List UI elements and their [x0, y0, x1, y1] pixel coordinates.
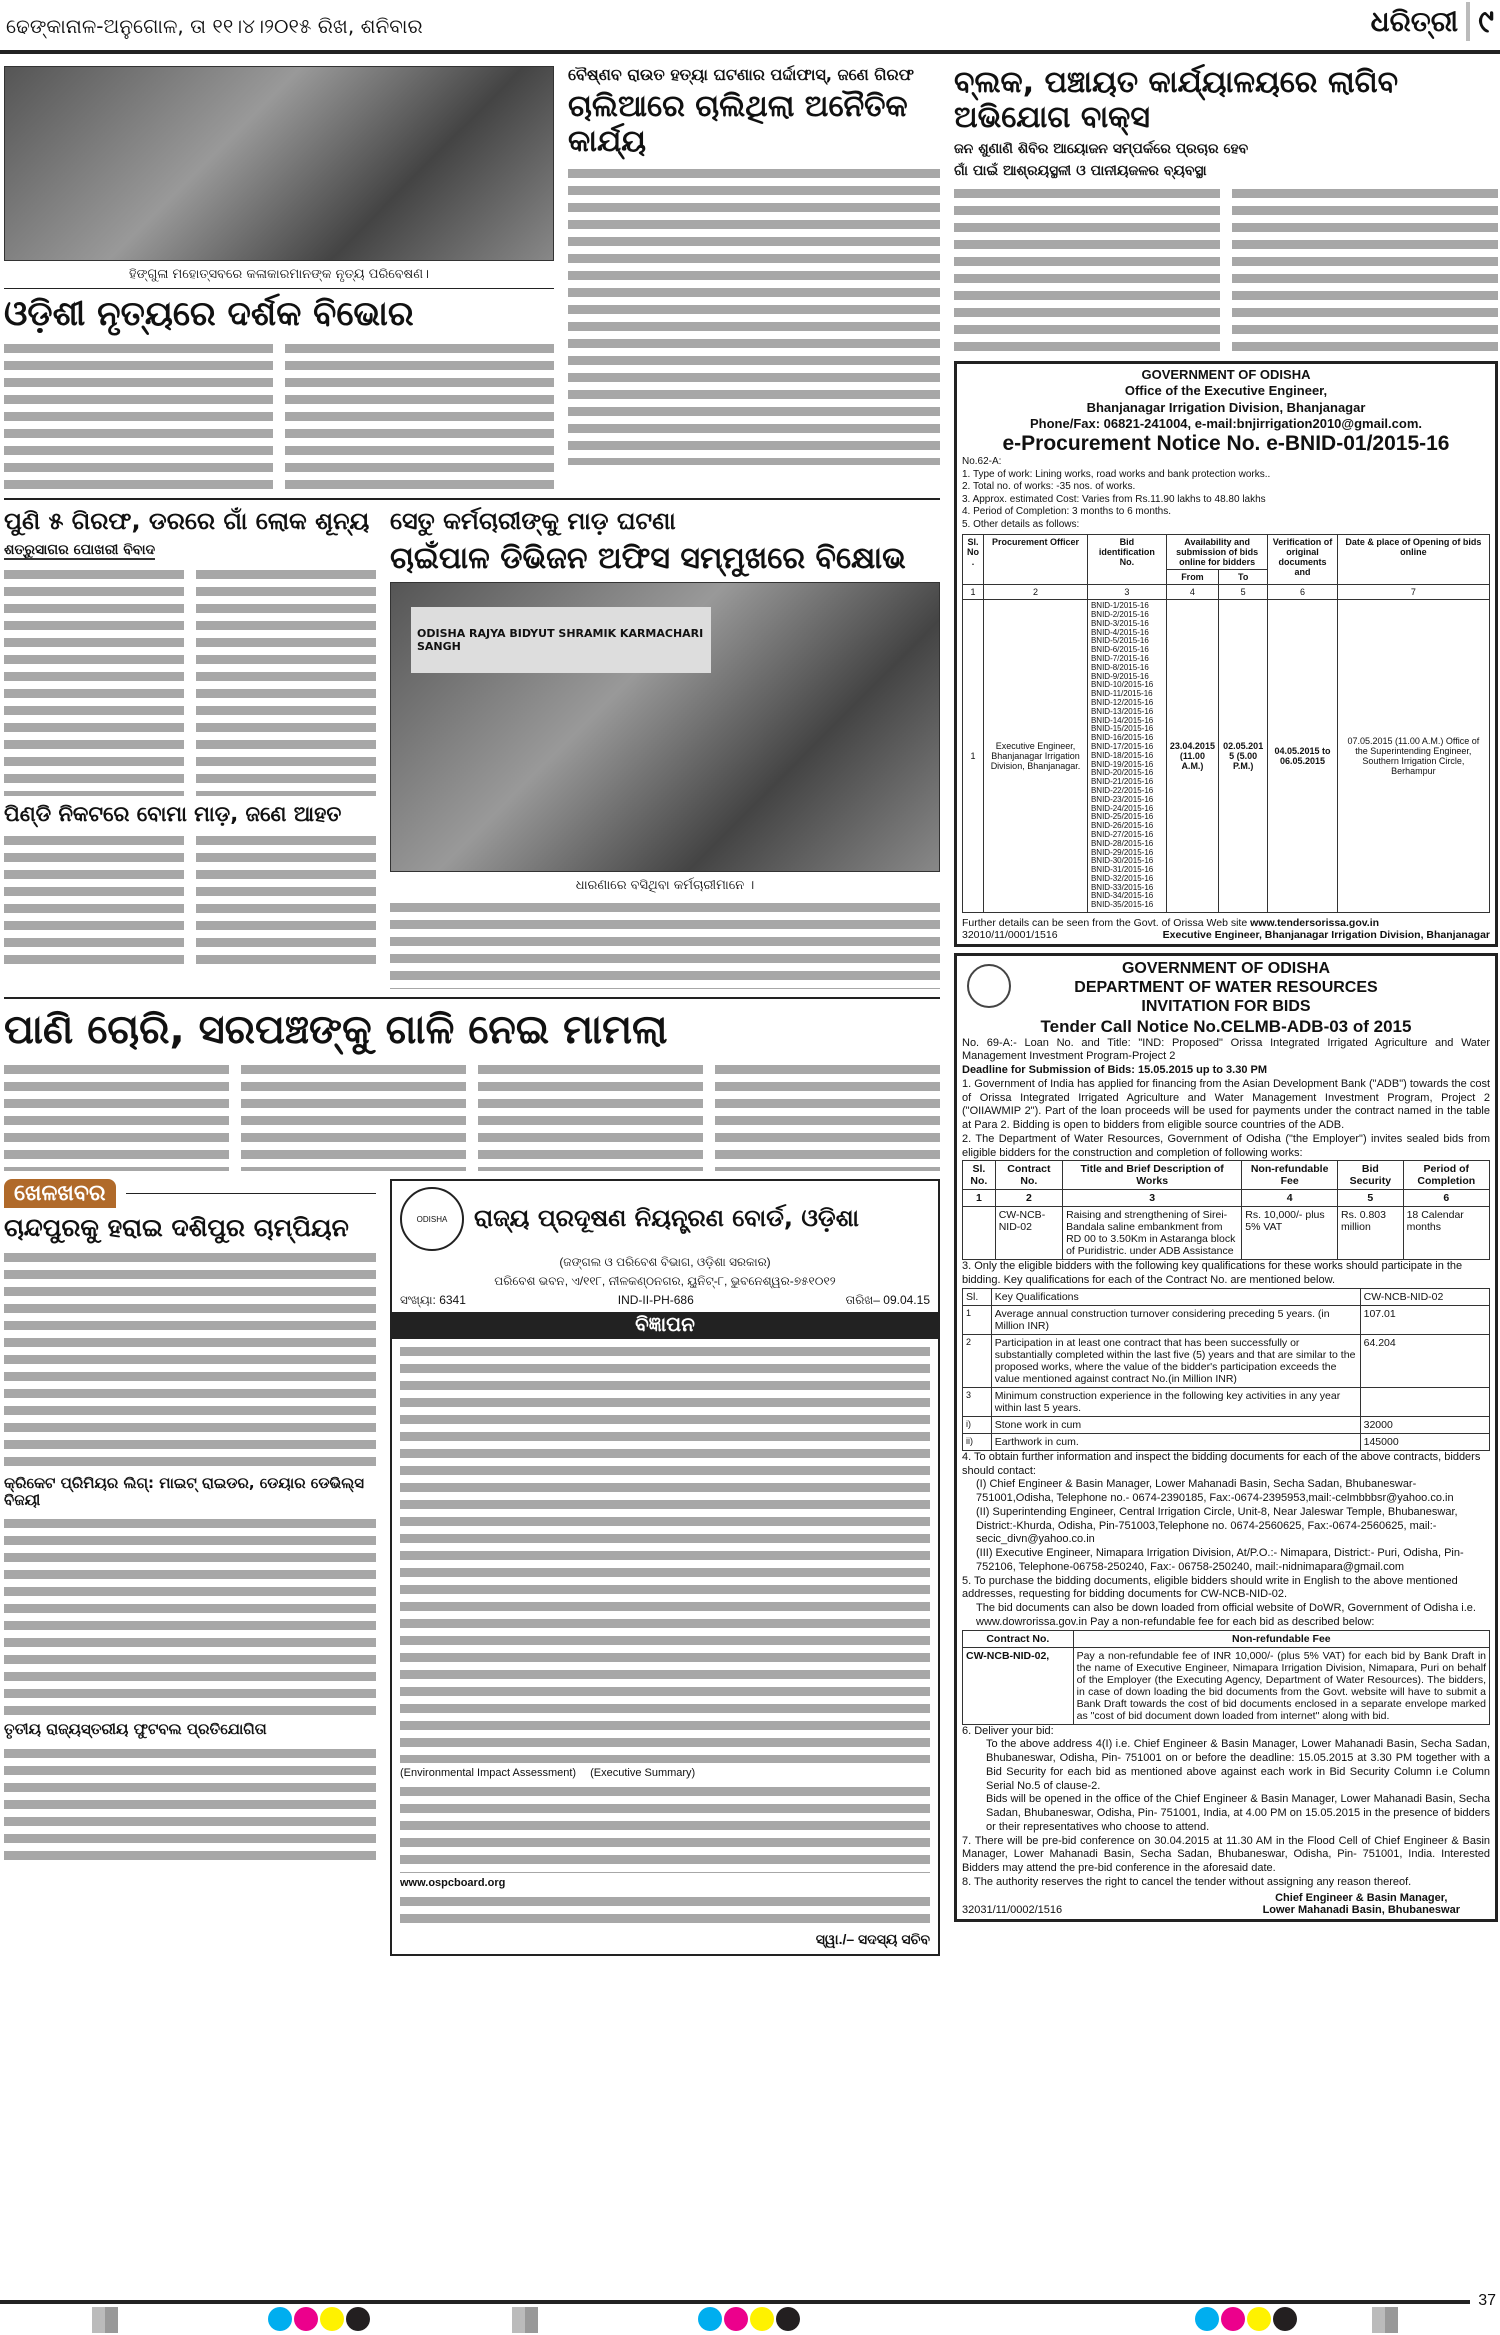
bid-id: BNID-12/2015-16 [1090, 697, 1154, 707]
bid-id: BNID-14/2015-16 [1090, 715, 1154, 725]
t1-point: 3. Approx. estimated Cost: Varies from Rs.11.90 lakhs to 48.80 lakhs [962, 493, 1266, 505]
block-body [954, 185, 1498, 355]
divider [4, 997, 940, 999]
cell: 23.04.2015 (11.00 A.M.) [1166, 600, 1218, 913]
t1-gov: GOVERNMENT OF ODISHA [1141, 367, 1311, 383]
th: Non-refundable Fee [1073, 1630, 1489, 1647]
t2-dept: DEPARTMENT OF WATER RESOURCES [1074, 979, 1378, 997]
chalia-headline: ଚାଲିଆରେ ଚାଲିଥିଲା ଅନୈତିକ କାର୍ଯ୍ୟ [568, 89, 908, 159]
cell: 04.05.2015 to 06.05.2015 [1268, 600, 1337, 913]
column-number: 7 [1337, 585, 1489, 600]
t2-contact: (III) Executive Engineer, Nimapara Irrigation Division, At/P.O.:- Nimapara, District:- Puri, Odisha, Pin-752106, Telephone-06758-250240, Fax:- 06758-250240, mail:-nidnimapara@gmail.com [976, 1547, 1464, 1573]
t1-code: 32010/11/0001/1516 [962, 929, 1058, 942]
bid-id: BNID-26/2015-16 [1090, 821, 1154, 831]
bid-id: BNID-24/2015-16 [1090, 803, 1154, 813]
puni-headline: ପୁଣି ୫ ଗିରଫ, ଡରରେ ଗାଁ ଲୋକ ଶୂନ୍ୟ [4, 507, 370, 536]
bid-id: BNID-28/2015-16 [1090, 838, 1154, 848]
th: Availability and submission of bids online for bidders [1166, 535, 1268, 570]
t2-para: 1. Government of India has applied for financing from the Asian Development Bank ("ADB") towards the cost of Orissa Integrated Irrigated Agriculture and Water Management Investment Program, Project 2 ("OIIAWMIP 2"). Part of the loan proceeds will be used for payments under the contract named in the table at Para 2. Bidding is open to bidders from eligible source countries of the ADB. [962, 1077, 1490, 1132]
t1-website[interactable]: www.tendersorissa.gov.in [1250, 917, 1380, 930]
t2-works-table [962, 1160, 1490, 1260]
t2-para: 5. To purchase the bidding documents, eligible bidders should write in English to the above mentioned addresses, requesting for bidding documents for CW-NCB-NID-02. [962, 1574, 1458, 1601]
th: Contract No. [963, 1630, 1074, 1647]
bid-id: BNID-21/2015-16 [1090, 777, 1154, 787]
bid-id: BNID-5/2015-16 [1090, 636, 1149, 646]
t2-title: Tender Call Notice No.CELMB-ADB-03 of 2015 [1040, 1016, 1412, 1036]
cell: Participation in at least one contract that has been successfully or substantially completed within the last five (5) years and that are similar to the proposed works, where the value of the bidder's participation exceeds the value mentioned against contract No.(in Million INR) [991, 1334, 1360, 1387]
right-column [954, 66, 1498, 1922]
sports-subhead: ତୃତୀୟ ରାଜ୍ୟସ୍ତରୀୟ ଫୁଟବଲ ପ୍ରତିଯୋଗିତା [4, 1720, 267, 1739]
bid-id: BNID-19/2015-16 [1090, 759, 1154, 769]
table-row [963, 1207, 1490, 1260]
t2-fee-table [962, 1630, 1490, 1725]
pindi-headline: ପିଣ୍ଡି ନିକଟରେ ବୋମା ମାଡ଼, ଜଣେ ଆହତ [4, 801, 342, 826]
footer-rule [0, 2300, 1470, 2304]
cell: 07.05.2015 (11.00 A.M.) Office of the Superintending Engineer, Southern Irrigation Circle, Berhampur [1337, 600, 1489, 913]
bid-id: BNID-6/2015-16 [1090, 645, 1149, 655]
pindi-body [4, 832, 376, 972]
chalia-kicker: ବୈଷ୍ଣବ ରାଉତ ହତ୍ୟା ଘଟଣାର ପର୍ଦ୍ଦାଫାସ୍, ଜଣେ ଗିରଫ [568, 65, 915, 84]
cell: Rs. 0.803 million [1338, 1207, 1404, 1260]
t2-para: The bid documents can also be down loaded from official website of DoWR, Government of Odisha i.e. www.dowrorissa.gov.in Pay a non-refundable fee for each bid as described below: [976, 1602, 1476, 1628]
t2-gov: GOVERNMENT OF ODISHA [1121, 960, 1330, 978]
pani-headline: ପାଣି ଚୋରି, ସରପଞ୍ଚଙ୍କୁ ଗାଳି ନେଇ ମାମଲା [4, 1007, 668, 1054]
bid-id: BNID-4/2015-16 [1090, 627, 1149, 637]
setu-caption: ଧାରଣାରେ ବସିଥିବା କର୍ମଚାରୀମାନେ । [575, 878, 755, 894]
table-row [963, 1416, 1490, 1433]
block-headline: ବ୍ଲକ, ପଞ୍ଚାୟତ କାର୍ଯ୍ୟାଳୟରେ ଲାଗିବ ଅଭିଯୋଗ ବାକ୍ସ [954, 65, 1399, 135]
chalia-body [568, 165, 940, 465]
table-row [963, 1433, 1490, 1450]
bid-id: BNID-30/2015-16 [1090, 856, 1154, 866]
chalia-story [568, 66, 940, 465]
cell: 107.01 [1360, 1305, 1489, 1334]
t2-sign: Chief Engineer & Basin Manager, [1275, 1891, 1448, 1904]
third-band [4, 1179, 940, 1956]
bid-id: BNID-22/2015-16 [1090, 785, 1154, 795]
t2-para: 7. There will be pre-bid conference on 30.04.2015 at 11.30 AM in the Flood Cell of Chief Engineer & Basin Manager, Lower Mahanadi Basin, Secha Sadan, Bhubaneswar, Odisha, Pin- 751001, India. Interested Bidders may attend the pre-bid conference in the aforesaid date. [962, 1834, 1490, 1875]
t1-title: e-Procurement Notice No. e-BNID-01/2015-16 [1002, 432, 1450, 456]
setu-story [390, 508, 940, 989]
color-registration-dots [698, 2307, 802, 2335]
odissi-story [4, 66, 554, 490]
th: Period of Completion [1403, 1161, 1489, 1190]
bid-id: BNID-27/2015-16 [1090, 829, 1154, 839]
pani-body [4, 1061, 940, 1171]
t2-para: 6. Deliver your bid: [962, 1724, 1054, 1737]
bid-id: BNID-33/2015-16 [1090, 882, 1154, 892]
bid-id: BNID-8/2015-16 [1090, 662, 1149, 672]
bid-id: BNID-2/2015-16 [1090, 609, 1149, 619]
cell: Rs. 10,000/- plus 5% VAT [1242, 1207, 1338, 1260]
t1-no: No.62-A: [962, 456, 1002, 468]
newspaper-logo: ଧରିତ୍ରୀ [1370, 4, 1459, 38]
bid-id: BNID-15/2015-16 [1090, 724, 1154, 734]
pcb-ref: IND-II-PH-686 [617, 1293, 694, 1308]
bid-id: BNID-25/2015-16 [1090, 812, 1154, 822]
protest-photo [390, 582, 940, 872]
divider [126, 1193, 377, 1194]
dateline: ଢେଙ୍କାନାଳ-ଅନୁଗୋଳ, ତା ୧୧।୪।୨୦୧୫ ରିଖ, ଶନିବାର [6, 14, 423, 38]
pcb-eia: (Environmental Impact Assessment) [400, 1767, 577, 1780]
bid-id: BNID-1/2015-16 [1090, 601, 1149, 611]
t1-point: 1. Type of work: Lining works, road works and bank protection works.. [962, 468, 1271, 480]
bid-id: BNID-17/2015-16 [1090, 741, 1154, 751]
column-number: 4 [1242, 1190, 1338, 1207]
t2-sign: Lower Mahanadi Basin, Bhubaneswar [1262, 1903, 1460, 1916]
cell: Pay a non-refundable fee of INR 10,000/- (plus 5% VAT) for each bid by Bank Draft in the name of Executive Engineer, Nimapara Irrigation Division, Nimapara, Puri on behalf of the Employer (the Executing Agency, Department of Water Resources). The bidders, in case of down loading the bid documents from the Govt. website will have to submit a Bank Draft towards the cost of bid documents enclosed in a separate envelope marked as "cost of bid document down loaded from internet" along with bid. [1073, 1647, 1489, 1724]
bid-id: BNID-10/2015-16 [1090, 680, 1154, 690]
pcb-subtitle: (ଜଙ୍ଗଲ ଓ ପରିବେଶ ବିଭାଗ, ଓଡ଼ିଶା ସରକାର) [559, 1255, 771, 1270]
table-row [963, 1305, 1490, 1334]
bid-id: BNID-23/2015-16 [1090, 794, 1154, 804]
column-number: 5 [1338, 1190, 1404, 1207]
odissi-headline: ଓଡ଼ିଶୀ ନୃତ୍ୟରେ ଦର୍ଶକ ବିଭୋର [4, 294, 414, 334]
divider [4, 498, 940, 500]
bid-id-list [1087, 600, 1166, 913]
setu-body [390, 899, 940, 989]
th: Sl. [963, 1288, 992, 1305]
t1-point: 4. Period of Completion: 3 months to 6 months. [962, 506, 1171, 518]
column-number: 6 [1403, 1190, 1489, 1207]
cell: 32000 [1360, 1416, 1489, 1433]
t2-qualifications-table [962, 1288, 1490, 1451]
column-number: 5 [1218, 585, 1267, 600]
table-row [963, 1334, 1490, 1387]
sports-body [4, 1249, 376, 1469]
th: CW-NCB-NID-02 [1360, 1288, 1489, 1305]
th: Verification of original documents and [1268, 535, 1337, 585]
cell: 02.05.2015 (5.00 P.M.) [1218, 600, 1267, 913]
column-number: 2 [995, 1190, 1062, 1207]
t1-division: Bhanjanagar Irrigation Division, Bhanjanagar [1086, 399, 1366, 415]
sports-body [4, 1745, 376, 1865]
sports-section-tab: ଖେଳଖବର [4, 1179, 116, 1208]
pcb-advertisement [390, 1179, 940, 1956]
t1-table [962, 534, 1490, 913]
bid-id: BNID-11/2015-16 [1090, 689, 1153, 699]
th: Non-refundable Fee [1242, 1161, 1338, 1190]
th: Sl. No. [963, 1161, 996, 1190]
table-row [963, 600, 1490, 913]
t2-deliver: Bids will be opened in the office of the Chief Engineer & Basin Manager, Lower Mahanadi Basin, Secha Sadan, Bhubaneswar, Odisha, Pin- 751001, India, at 4.00 PM on 15.05.2015 in the presence of bidders or their representatives who choose to attend. [986, 1793, 1490, 1833]
tender-notice-water-resources [954, 953, 1498, 1922]
table-row [963, 1387, 1490, 1416]
bid-id: BNID-35/2015-16 [1090, 900, 1154, 910]
t1-further: Further details can be seen from the Govt. of Orissa Web site [962, 917, 1251, 930]
bid-id: BNID-29/2015-16 [1090, 847, 1154, 857]
setu-headline: ଚାଇଁପାଳ ଡିଭିଜନ ଅଫିସ ସମ୍ମୁଖରେ ବିକ୍ଷୋଭ [390, 540, 906, 576]
block-bullet: ଜନ ଶୁଣାଣି ଶିବିର ଆୟୋଜନ ସମ୍ପର୍କରେ ପ୍ରଚାର ହେବ [954, 141, 1249, 157]
photo-caption: ହିଙ୍ଗୁଳା ମହୋତ୍ସବରେ କଳାକାରମାନଙ୍କ ନୃତ୍ୟ ପରିବେଷଣ। [129, 267, 429, 282]
pcb-body [400, 1343, 930, 1763]
column-number: 6 [1268, 585, 1337, 600]
color-registration-dots [1195, 2307, 1299, 2335]
registration-mark [92, 2307, 118, 2333]
pcb-address: ପରିବେଶ ଭବନ, ଏ/୧୧୮, ନୀଳକଣ୍ଠନଗର, ୟୁନିଟ୍-୮, ଭୁବନେଶ୍ୱର-୭୫୧୦୧୨ [494, 1274, 836, 1289]
setu-kicker: ସେତୁ କର୍ମଚାରୀଙ୍କୁ ମାଡ଼ ଘଟଣା [390, 507, 676, 536]
th: Key Qualifications [991, 1288, 1360, 1305]
cell: 1 [963, 600, 984, 913]
bid-id: BNID-13/2015-16 [1090, 706, 1154, 716]
column-number: 4 [1166, 585, 1218, 600]
pcb-signature: ସ୍ୱା./– ସଦସ୍ୟ ସଚିବ [815, 1931, 930, 1948]
cell: 64.204 [1360, 1334, 1489, 1387]
column-number: 1 [963, 1190, 996, 1207]
color-registration-dots [268, 2307, 372, 2335]
sports-subhead: କ୍ରିକେଟ ପ୍ରିମିୟର ଲିଗ୍: ମାଇଟ୍ ରାଇଡର, ଡେୟାର ଡେଭିଲ୍ସ ବିଜୟୀ [4, 1473, 365, 1510]
column-number: 1 [963, 585, 984, 600]
t1-contact: Phone/Fax: 06821-241004, e-mail:bnjirrigation2010@gmail.com. [1030, 415, 1422, 431]
masthead-rule [0, 50, 1500, 54]
pcb-title: ରାଜ୍ୟ ପ୍ରଦୂଷଣ ନିୟନ୍ତ୍ରଣ ବୋର୍ଡ, ଓଡ଼ିଶା [474, 1204, 860, 1233]
th: From [1166, 570, 1218, 585]
th: Sl. No. [963, 535, 984, 585]
cell: CW-NCB-NID-02, [963, 1647, 1074, 1724]
column-number: 2 [984, 585, 1088, 600]
t1-signature: Executive Engineer, Bhanjanagar Irrigation Division, Bhanjanagar [1162, 929, 1490, 942]
cell: 2 [963, 1334, 992, 1387]
t2-para: 4. To obtain further information and inspect the bidding documents for each of the above contracts, bidders should contact: [962, 1450, 1481, 1477]
cell: Minimum construction experience in the following key activities in any year within last 5 years. [991, 1387, 1360, 1416]
pcb-body [400, 1783, 930, 1873]
bid-id: BNID-32/2015-16 [1090, 873, 1154, 883]
table-header [963, 1288, 1490, 1305]
bid-id: BNID-3/2015-16 [1090, 618, 1149, 628]
t1-point: 2. Total no. of works: -35 nos. of works. [962, 481, 1136, 493]
cell: Earthwork in cum. [991, 1433, 1360, 1450]
t2-contact: (I) Chief Engineer & Basin Manager, Lower Mahanadi Basin, Secha Sadan, Bhubaneswar-751001,Odisha, Telephone no.- 0674-2390185, Fax:-0674-2395953,mail:-celmbbbsr@yahoo.co.in [976, 1478, 1454, 1505]
t2-deadline: Deadline for Submission of Bids: 15.05.2015 up to 3.30 PM [962, 1064, 1268, 1077]
cell: 3 [963, 1387, 992, 1416]
sports-stories [4, 1179, 376, 1865]
t2-deliver: To the above address 4(I) i.e. Chief Engineer & Basin Manager, Lower Mahanadi Basin, Secha Sadan, Bhubaneswar, Odisha, Pin- 751001 on or before the deadline: 15.05.2015 at 3.30 PM together with a Bid Security for each bid as mentioned above against each work in Bid Security Column i.e Column Serial No.5 of clause-2. [986, 1738, 1490, 1792]
puni-subhead: ଶତ୍ରୁସାଗର ପୋଖରୀ ବିବାଦ [4, 541, 156, 558]
pcb-number: ସଂଖ୍ୟା: 6341 [400, 1293, 466, 1308]
registration-mark [512, 2307, 538, 2333]
bid-id: BNID-7/2015-16 [1090, 653, 1149, 663]
pcb-date: ତାରିଖ– 09.04.15 [845, 1293, 930, 1308]
bid-id: BNID-9/2015-16 [1090, 671, 1149, 681]
cell: 1 [963, 1305, 992, 1334]
th: To [1218, 570, 1267, 585]
page-number: 37 [1478, 2292, 1496, 2309]
cell: ii) [963, 1433, 992, 1450]
sports-section-header [4, 1179, 376, 1208]
cell [1360, 1387, 1489, 1416]
th: Title and Brief Description of Works [1063, 1161, 1242, 1190]
main-news-region [4, 66, 940, 1956]
bid-id: BNID-31/2015-16 [1090, 865, 1154, 875]
cell: i) [963, 1416, 992, 1433]
th: Contract No. [995, 1161, 1062, 1190]
column-number: 3 [1087, 585, 1166, 600]
bid-id: BNID-16/2015-16 [1090, 733, 1154, 743]
cell: 145000 [1360, 1433, 1489, 1450]
t2-invite: INVITATION FOR BIDS [1141, 998, 1311, 1016]
th: Date & place of Opening of bids online [1337, 535, 1489, 585]
odissi-body [4, 340, 554, 490]
th: Procurement Officer [984, 535, 1088, 585]
sports-body [4, 1515, 376, 1715]
divider [4, 288, 554, 289]
cell: CW-NCB-NID-02 [995, 1207, 1062, 1260]
union-banner: ODISHA RAJYA BIDYUT SHRAMIK KARMACHARI SANGH [411, 607, 711, 673]
odisha-emblem [967, 964, 1011, 1008]
registration-mark [1372, 2307, 1398, 2333]
top-band [4, 66, 940, 490]
column-number: 3 [1063, 1190, 1242, 1207]
t2-loan: No. 69-A:- Loan No. and Title: "IND: Proposed" Orissa Integrated Irrigated Agriculture and Water Management Investment Program-Project 2 [962, 1036, 1490, 1063]
table-row [963, 1647, 1490, 1724]
cell: Average annual construction turnover considering preceding 5 years. (in Million INR) [991, 1305, 1360, 1334]
pcb-exec-summary: (Executive Summary) [590, 1767, 696, 1780]
t2-contact: (II) Superintending Engineer, Central Irrigation Circle, Unit-8, Near Jaleswar Temple, Bhubaneswar, District:-Khurda, Odisha, Pin-751003,Telephone no. 0674-2560625, Fax:-0674-2560625, mail:-secic_divn@yahoo.co.in [976, 1505, 1458, 1546]
cell: 18 Calendar months [1403, 1207, 1489, 1260]
t2-para: 2. The Department of Water Resources, Government of Odisha ("the Employer") invites sealed bids from eligible bidders for the construction and completion of following works: [962, 1132, 1490, 1159]
page-mark: ୯ [1466, 2, 1494, 41]
cell: Stone work in cum [991, 1416, 1360, 1433]
pcb-website[interactable]: www.ospcboard.org [400, 1877, 506, 1890]
pcb-body [400, 1893, 930, 1927]
bid-id: BNID-18/2015-16 [1090, 750, 1154, 760]
masthead-brand [1371, 2, 1494, 41]
sports-headline: ଚାନ୍ଦପୁରକୁ ହରାଇ ଦଶିପୁର ଚାମ୍ପିୟନ [4, 1213, 349, 1243]
bid-id: BNID-34/2015-16 [1090, 891, 1154, 901]
cell: Raising and strengthening of Sirei-Bandala saline embankment from RD 00 to 3.50Km in Astaranga block of Puridistric. under ADB Assistance [1063, 1207, 1242, 1260]
t2-para: 3. Only the eligible bidders with the following key qualifications for these works should participate in the bidding. Key qualifications for each of the Contract No. are mentioned below. [962, 1260, 1463, 1287]
cell [963, 1207, 996, 1260]
left-stories [4, 508, 376, 972]
dance-photo [4, 66, 554, 261]
t1-office: Office of the Executive Engineer, [1124, 383, 1328, 399]
th: Bid identification No. [1087, 535, 1166, 585]
second-band [4, 508, 940, 989]
cell: Executive Engineer, Bhanjanagar Irrigation Division, Bhanjanagar. [984, 600, 1088, 913]
th: Bid Security [1338, 1161, 1404, 1190]
pcb-logo: ODISHA [400, 1187, 464, 1251]
t1-point: 5. Other details as follows: [962, 518, 1080, 530]
t2-code: 32031/11/0002/1516 [962, 1903, 1063, 1916]
puni-body [4, 566, 376, 796]
block-bullet: ଗାଁ ପାଇଁ ଆଶ୍ରୟସ୍ଥଳୀ ଓ ପାନୀୟଜଳର ବ୍ୟବସ୍ଥା [954, 163, 1207, 180]
tender-notice-bhanjanagar [954, 361, 1498, 947]
t2-para: 8. The authority reserves the right to cancel the tender without assigning any reason thereof. [962, 1875, 1412, 1888]
bid-id: BNID-20/2015-16 [1090, 768, 1154, 778]
pcb-banner: ବିଜ୍ଞାପନ [392, 1312, 938, 1339]
